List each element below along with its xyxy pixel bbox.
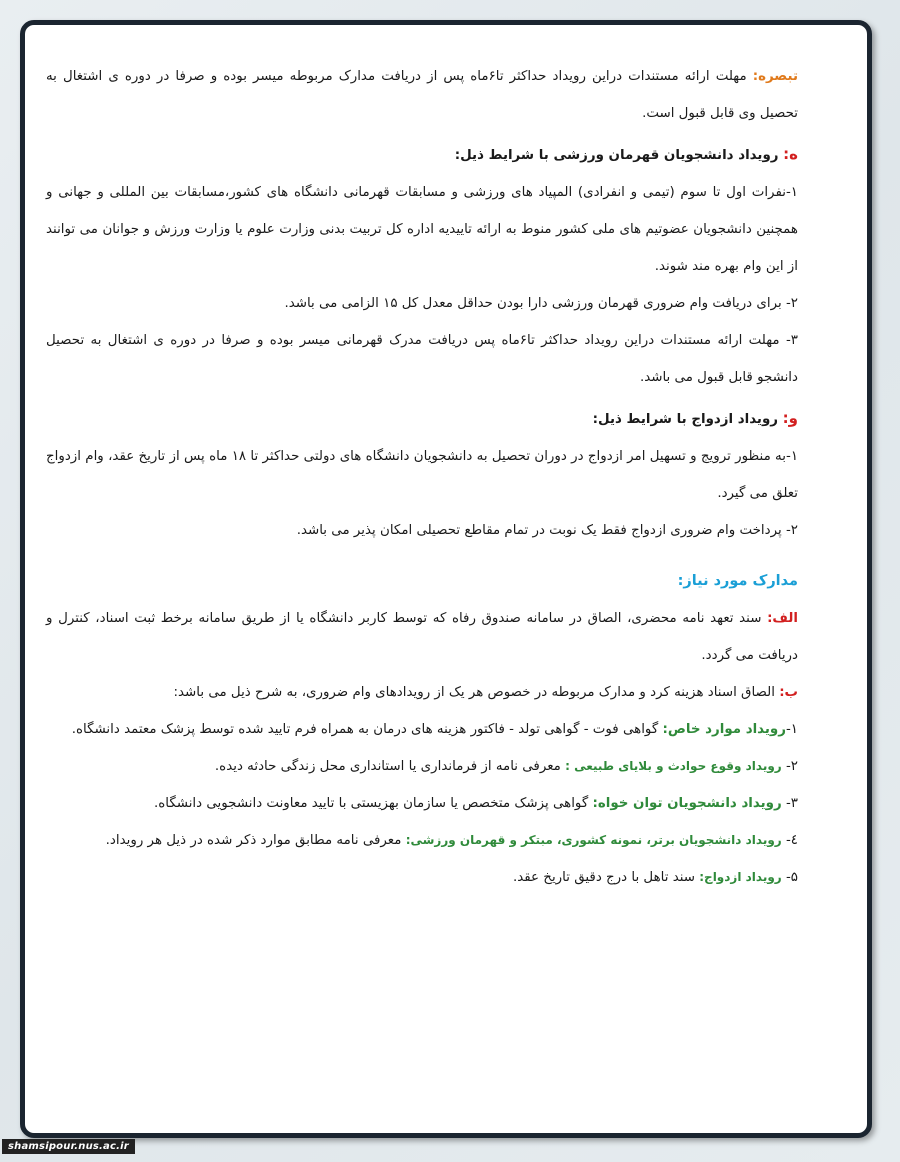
section-v-item: ۱-به منظور ترویج و تسهیل امر ازدواج در دوران تحصیل به دانشجویان دانشگاه های دولتی حداکثر تا ۱۸ ماه پس از تاریخ عقد، وام ازدواج تعلق می گیرد. [46, 449, 799, 501]
document-body [46, 58, 798, 896]
document-item-text: معرفی نامه از فرمانداری یا استانداری محل زندگی حادثه دیده. [214, 759, 566, 774]
document-item-text: گواهی پزشک متخصص یا سازمان بهزیستی با تایید معاونت دانشجویی دانشگاه. [154, 796, 593, 811]
documents-alef-text: سند تعهد نامه محضری، الصاق در سامانه صندوق رفاه که توسط کاربر دانشگاه یا از طریق سامانه برخط ثبت اسناد، کنترل و دریافت می گردد. [46, 611, 798, 663]
document-item-label: رویداد وقوع حوادث و بلایای طبیعی : [565, 759, 782, 773]
document-item-prefix: ۱- [785, 722, 798, 737]
document-item-label: رویداد ازدواج: [699, 870, 782, 884]
note-text: مهلت ارائه مستندات دراین رویداد حداکثر تا۶ماه پس از دریافت مدارک مربوطه میسر بوده و صرفا در دوره ی اشتغال به تحصیل وی قابل قبول است. [46, 69, 798, 121]
documents-be-text: الصاق اسناد هزینه کرد و مدارک مربوطه در خصوص هر یک از رویدادهای وام ضروری، به شرح ذیل می باشد: [173, 685, 780, 700]
document-item-prefix: ٤- [781, 833, 798, 848]
section-e-heading [46, 136, 798, 174]
section-e-item: ۳- مهلت ارائه مستندات دراین رویداد حداکثر تا۶ماه پس دریافت مدرک قهرمانی میسر بوده و صرفا در دوره ی اشتغال به تحصیل دانشجو قابل قبول می باشد. [46, 333, 798, 385]
document-item [46, 859, 798, 896]
document-item [46, 785, 798, 822]
document-item-prefix: ۵- [781, 870, 798, 885]
document-item-prefix: ۳- [781, 796, 798, 811]
documents-title: مدارک مورد نیاز: [677, 573, 798, 589]
document-item-label: رویداد دانشجویان توان خواه: [592, 796, 782, 811]
document-item-label: رویداد دانشجویان برتر، نمونه کشوری، مبتکر و قهرمان ورزشی: [405, 833, 782, 847]
document-item [46, 822, 798, 859]
section-v-heading [46, 400, 798, 438]
section-v-item: ۲- پرداخت وام ضروری ازدواج فقط یک نوبت در تمام مقاطع تحصیلی امکان پذیر می باشد. [296, 523, 798, 538]
document-item-text: گواهی فوت - گواهی تولد - فاکتور هزینه های درمان به همراه فرم تایید شده توسط پزشک معتمد دانشگاه. [71, 722, 663, 737]
document-item-text: سند تاهل با درج دقیق تاریخ عقد. [513, 870, 700, 885]
document-item [46, 711, 798, 748]
section-e-item: ۱-نفرات اول تا سوم (تیمی و انفرادی) المپیاد های ورزشی و مسابقات قهرمانی دانشگاه های کشور،مسابقات بین المللی و جهانی و همچنین دانشجویان عضوتیم های ملی کشور منوط به ارائه تاییدیه اداره کل تربیت بدنی وزارت علوم یا وزارت ورزش و جوانان می توانند از این وام بهره مند شوند. [46, 185, 798, 274]
documents-alef-label: الف: [767, 611, 798, 626]
documents-alef [46, 600, 798, 674]
document-item-label: رویداد موارد خاص: [662, 722, 786, 737]
section-e-letter: ه: [783, 145, 798, 163]
section-e-title: رویداد دانشجویان قهرمان ورزشی با شرایط ذیل: [454, 148, 784, 163]
section-v-title: رویداد ازدواج با شرایط ذیل: [592, 412, 783, 427]
section-e-item: ۲- برای دریافت وام ضروری قهرمان ورزشی دارا بودن حداقل معدل کل ۱۵ الزامی می باشد. [284, 296, 798, 311]
document-item-text: معرفی نامه مطابق موارد ذکر شده در ذیل هر رویداد. [105, 833, 406, 848]
documents-be [46, 674, 798, 711]
document-item [46, 748, 798, 785]
document-item-prefix: ۲- [781, 759, 798, 774]
site-watermark: shamsipour.nus.ac.ir [2, 1139, 135, 1154]
note-paragraph [46, 58, 798, 132]
section-v-letter: و: [782, 409, 798, 427]
documents-be-label: ب: [779, 685, 798, 700]
note-label: تبصره: [752, 69, 798, 84]
